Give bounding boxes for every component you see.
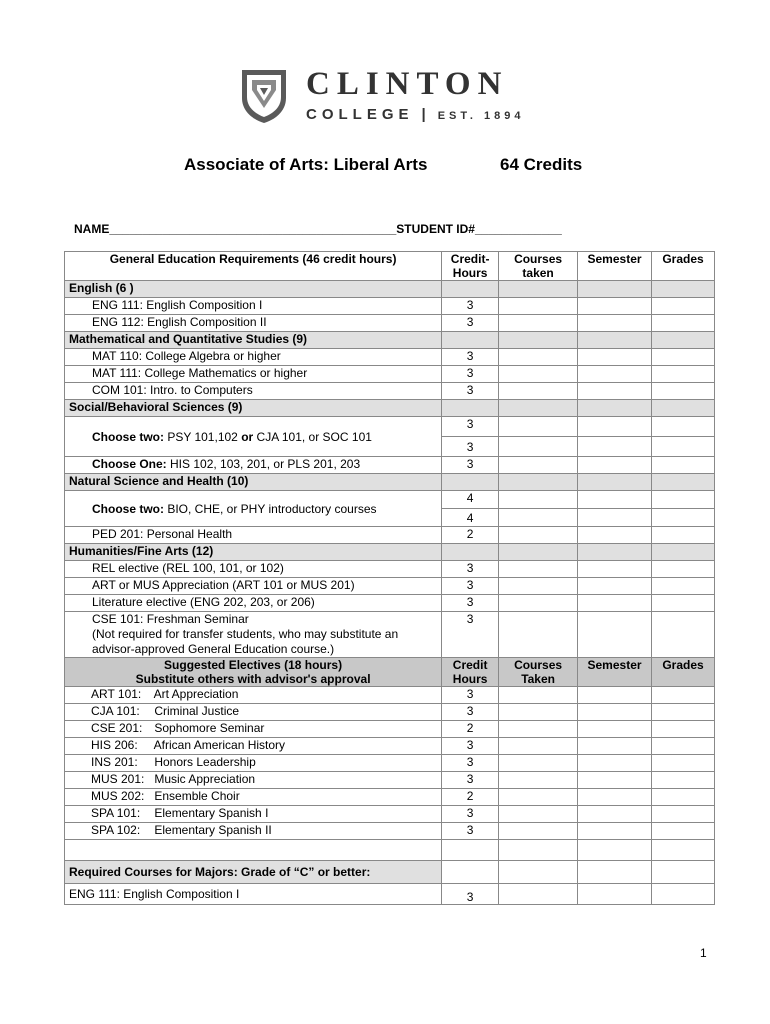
courses-taken-cell[interactable] — [499, 366, 578, 383]
electives-courses-header — [499, 658, 578, 687]
credit-value: 3 — [442, 437, 499, 457]
semester-cell[interactable] — [578, 298, 652, 315]
courses-taken-cell[interactable] — [499, 457, 578, 474]
electives-header-2: Substitute others with advisor's approval — [135, 672, 371, 686]
program-title: Associate of Arts: Liberal Arts — [184, 155, 428, 174]
courses-taken-cell[interactable] — [499, 704, 578, 721]
semester-cell[interactable] — [578, 366, 652, 383]
cse-line-2: (Not required for transfer students, who may substitute an — [92, 627, 399, 641]
social-choose-one — [65, 457, 442, 474]
electives-header — [65, 658, 442, 687]
elective-title: Honors Leadership — [154, 755, 256, 769]
section-label-humanities: Humanities/Fine Arts (12) — [65, 544, 442, 561]
grade-cell[interactable] — [652, 561, 715, 578]
majors-header-row — [65, 861, 715, 884]
grade-cell[interactable] — [652, 491, 715, 509]
semester-cell[interactable] — [578, 561, 652, 578]
semester-cell[interactable] — [578, 349, 652, 366]
courses-taken-cell[interactable] — [499, 491, 578, 509]
credit-value: 2 — [442, 789, 499, 806]
table-row — [65, 789, 715, 806]
elective-course — [65, 755, 442, 772]
elective-course — [65, 687, 442, 704]
semester-cell[interactable] — [578, 527, 652, 544]
credit-value: 3 — [442, 704, 499, 721]
semester-cell[interactable] — [578, 721, 652, 738]
table-row — [65, 366, 715, 383]
elective-course — [65, 704, 442, 721]
logo-college: COLLEGE — [306, 106, 414, 123]
choose-two-or: or — [241, 429, 254, 444]
elective-title: Criminal Justice — [154, 704, 240, 718]
table-row — [65, 595, 715, 612]
semester-cell[interactable] — [578, 509, 652, 527]
elective-course — [65, 806, 442, 823]
courses-taken-cell[interactable] — [499, 806, 578, 823]
elective-title: Elementary Spanish II — [154, 823, 272, 837]
courses-taken-header — [499, 252, 578, 281]
table-row — [65, 315, 715, 332]
course-name: ENG 111: English Composition I — [65, 884, 442, 905]
elective-code: SPA 101: — [91, 806, 141, 820]
grade-cell[interactable] — [652, 437, 715, 457]
social-choose-two — [65, 417, 442, 457]
credit-value: 3 — [442, 595, 499, 612]
section-label-science: Natural Science and Health (10) — [65, 474, 442, 491]
course-name: PED 201: Personal Health — [65, 527, 442, 544]
table-row — [65, 417, 715, 437]
electives-header-row — [65, 658, 715, 687]
credit-value: 2 — [442, 527, 499, 544]
semester-cell[interactable] — [578, 738, 652, 755]
table-row — [65, 823, 715, 840]
electives-semester-header: Semester — [578, 658, 652, 687]
credit-value: 3 — [442, 755, 499, 772]
semester-cell[interactable] — [578, 491, 652, 509]
course-name: COM 101: Intro. to Computers — [65, 383, 442, 400]
credit-value: 3 — [442, 561, 499, 578]
credit-value: 3 — [442, 772, 499, 789]
course-name: ENG 111: English Composition I — [65, 298, 442, 315]
grade-cell[interactable] — [652, 755, 715, 772]
courses-taken-cell[interactable] — [499, 595, 578, 612]
courses-taken-cell[interactable] — [499, 417, 578, 437]
course-name: ENG 112: English Composition II — [65, 315, 442, 332]
table-row — [65, 383, 715, 400]
credit-value: 3 — [442, 383, 499, 400]
courses-taken-cell[interactable] — [499, 687, 578, 704]
college-logo — [240, 68, 540, 130]
course-name: MAT 111: College Mathematics or higher — [65, 366, 442, 383]
table-row — [65, 612, 715, 658]
grade-cell[interactable] — [652, 772, 715, 789]
elective-code: MUS 201: — [91, 772, 145, 786]
elective-course — [65, 789, 442, 806]
semester-cell[interactable] — [578, 806, 652, 823]
table-row — [65, 721, 715, 738]
courses-taken-cell[interactable] — [499, 349, 578, 366]
elective-code: CSE 201: — [91, 721, 143, 735]
credit-value: 3 — [442, 612, 499, 658]
table-row — [65, 755, 715, 772]
grade-cell[interactable] — [652, 738, 715, 755]
semester-cell[interactable] — [578, 755, 652, 772]
credit-value: 3 — [442, 298, 499, 315]
credit-value: 3 — [442, 687, 499, 704]
grade-cell[interactable] — [652, 383, 715, 400]
credit-hours-header-2: Hours — [452, 266, 488, 280]
majors-label: Required Courses for Majors: Grade of “C” or better: — [65, 861, 442, 884]
electives-header-1: Suggested Electives (18 hours) — [164, 658, 343, 672]
semester-cell[interactable] — [578, 578, 652, 595]
cse-101-note — [65, 612, 442, 658]
credit-value: 4 — [442, 491, 499, 509]
semester-cell[interactable] — [578, 772, 652, 789]
electives-grades-header: Grades — [652, 658, 715, 687]
grade-cell[interactable] — [652, 527, 715, 544]
program-credits: 64 Credits — [500, 155, 583, 174]
elective-title: Ensemble Choir — [154, 789, 240, 803]
elective-course — [65, 738, 442, 755]
grade-cell[interactable] — [652, 884, 715, 905]
grade-cell[interactable] — [652, 315, 715, 332]
section-label-social: Social/Behavioral Sciences (9) — [65, 400, 442, 417]
credit-value: 3 — [442, 349, 499, 366]
section-label-english: English (6 ) — [65, 281, 442, 298]
courses-taken-header-2: taken — [522, 266, 554, 280]
semester-cell[interactable] — [578, 823, 652, 840]
courses-taken-cell[interactable] — [499, 578, 578, 595]
page-number: 1 — [700, 946, 707, 960]
course-name: MAT 110: College Algebra or higher — [65, 349, 442, 366]
semester-cell[interactable] — [578, 687, 652, 704]
section-label-math: Mathematical and Quantitative Studies (9) — [65, 332, 442, 349]
elective-code: HIS 206: — [91, 738, 138, 752]
gen-ed-header: General Education Requirements (46 credit hours) — [65, 252, 442, 281]
elective-code: INS 201: — [91, 755, 138, 769]
elective-code: SPA 102: — [91, 823, 141, 837]
semester-cell[interactable] — [578, 789, 652, 806]
table-row — [65, 578, 715, 595]
grade-cell[interactable] — [652, 612, 715, 658]
logo-separator: | — [421, 106, 426, 123]
semester-cell[interactable] — [578, 417, 652, 437]
grade-cell[interactable] — [652, 578, 715, 595]
semester-cell[interactable] — [578, 457, 652, 474]
elective-code: ART 101: — [91, 687, 142, 701]
credit-hours-header-1: Credit- — [450, 252, 490, 266]
grade-cell[interactable] — [652, 298, 715, 315]
cse-line-1: CSE 101: Freshman Seminar — [92, 612, 249, 626]
courses-taken-cell[interactable] — [499, 315, 578, 332]
elective-title: Elementary Spanish I — [154, 806, 269, 820]
table-row — [65, 806, 715, 823]
section-row-humanities — [65, 544, 715, 561]
logo-est: EST. 1894 — [437, 110, 525, 122]
elective-code: MUS 202: — [91, 789, 145, 803]
science-choose-two-text: BIO, CHE, or PHY introductory courses — [164, 501, 377, 516]
name-student-id-line[interactable]: NAME___________________________________________STUDENT ID#_____________ — [74, 222, 562, 236]
table-row — [65, 491, 715, 509]
spacer-row — [65, 840, 715, 861]
credit-value: 3 — [442, 884, 499, 905]
semester-cell[interactable] — [578, 315, 652, 332]
grade-cell[interactable] — [652, 687, 715, 704]
semester-cell[interactable] — [578, 595, 652, 612]
courses-taken-cell[interactable] — [499, 789, 578, 806]
credit-value: 4 — [442, 509, 499, 527]
elective-title: African American History — [153, 738, 286, 752]
grade-cell[interactable] — [652, 595, 715, 612]
semester-cell[interactable] — [578, 612, 652, 658]
electives-credit-1: Credit — [452, 658, 488, 672]
grade-cell[interactable] — [652, 789, 715, 806]
courses-taken-cell[interactable] — [499, 772, 578, 789]
semester-cell[interactable] — [578, 704, 652, 721]
table-row — [65, 687, 715, 704]
requirements-table — [64, 251, 715, 905]
elective-title: Art Appreciation — [153, 687, 239, 701]
credit-value: 3 — [442, 823, 499, 840]
grade-cell[interactable] — [652, 704, 715, 721]
table-row — [65, 704, 715, 721]
credit-value: 2 — [442, 721, 499, 738]
elective-title: Sophomore Seminar — [154, 721, 265, 735]
electives-courses-2: Taken — [521, 672, 555, 686]
courses-taken-cell[interactable] — [499, 561, 578, 578]
courses-taken-cell[interactable] — [499, 383, 578, 400]
grade-cell[interactable] — [652, 417, 715, 437]
electives-credit-header — [442, 658, 499, 687]
science-choose-two — [65, 491, 442, 527]
grade-cell[interactable] — [652, 366, 715, 383]
grade-cell[interactable] — [652, 457, 715, 474]
courses-taken-cell[interactable] — [499, 823, 578, 840]
courses-taken-cell[interactable] — [499, 884, 578, 905]
section-row-math — [65, 332, 715, 349]
table-header-row — [65, 252, 715, 281]
section-row-science — [65, 474, 715, 491]
elective-title: Music Appreciation — [154, 772, 256, 786]
courses-taken-cell[interactable] — [499, 612, 578, 658]
elective-course — [65, 823, 442, 840]
courses-taken-cell[interactable] — [499, 298, 578, 315]
grade-cell[interactable] — [652, 806, 715, 823]
semester-header: Semester — [578, 252, 652, 281]
table-row — [65, 738, 715, 755]
elective-course — [65, 721, 442, 738]
science-choose-two-label: Choose two: — [92, 501, 164, 516]
table-row — [65, 298, 715, 315]
choose-two-label: Choose two: — [92, 429, 164, 444]
table-row — [65, 772, 715, 789]
choose-one-text: HIS 102, 103, 201, or PLS 201, 203 — [166, 457, 361, 471]
courses-taken-header-1: Courses — [514, 252, 563, 266]
semester-cell[interactable] — [578, 383, 652, 400]
choose-two-a: PSY 101,102 — [164, 429, 242, 444]
credit-value: 3 — [442, 315, 499, 332]
choose-two-b: CJA 101, or SOC 101 — [253, 429, 372, 444]
courses-taken-cell[interactable] — [499, 721, 578, 738]
logo-subline — [306, 106, 524, 123]
courses-taken-cell[interactable] — [499, 738, 578, 755]
semester-cell[interactable] — [578, 884, 652, 905]
courses-taken-cell[interactable] — [499, 437, 578, 457]
credit-value: 3 — [442, 457, 499, 474]
elective-course — [65, 772, 442, 789]
elective-code: CJA 101: — [91, 704, 140, 718]
table-row — [65, 457, 715, 474]
cse-line-3: advisor-approved General Education course.) — [92, 642, 335, 656]
courses-taken-cell[interactable] — [499, 509, 578, 527]
table-row — [65, 884, 715, 905]
course-name: REL elective (REL 100, 101, or 102) — [65, 561, 442, 578]
grades-header: Grades — [652, 252, 715, 281]
table-row — [65, 349, 715, 366]
credit-value: 3 — [442, 738, 499, 755]
grade-cell[interactable] — [652, 509, 715, 527]
semester-cell[interactable] — [578, 437, 652, 457]
courses-taken-cell[interactable] — [499, 527, 578, 544]
credit-value: 3 — [442, 417, 499, 437]
shield-icon — [240, 68, 288, 124]
section-row-english — [65, 281, 715, 298]
choose-one-label: Choose One: — [92, 457, 167, 471]
table-row — [65, 527, 715, 544]
course-name: Literature elective (ENG 202, 203, or 206) — [65, 595, 442, 612]
electives-credit-2: Hours — [452, 672, 488, 686]
courses-taken-cell[interactable] — [499, 755, 578, 772]
grade-cell[interactable] — [652, 349, 715, 366]
grade-cell[interactable] — [652, 721, 715, 738]
credit-value: 3 — [442, 578, 499, 595]
table-row — [65, 561, 715, 578]
grade-cell[interactable] — [652, 823, 715, 840]
credit-value: 3 — [442, 366, 499, 383]
credit-value: 3 — [442, 806, 499, 823]
credit-hours-header — [442, 252, 499, 281]
section-row-social — [65, 400, 715, 417]
electives-courses-1: Courses — [514, 658, 563, 672]
course-name: ART or MUS Appreciation (ART 101 or MUS 201) — [65, 578, 442, 595]
logo-name: CLINTON — [306, 66, 509, 102]
